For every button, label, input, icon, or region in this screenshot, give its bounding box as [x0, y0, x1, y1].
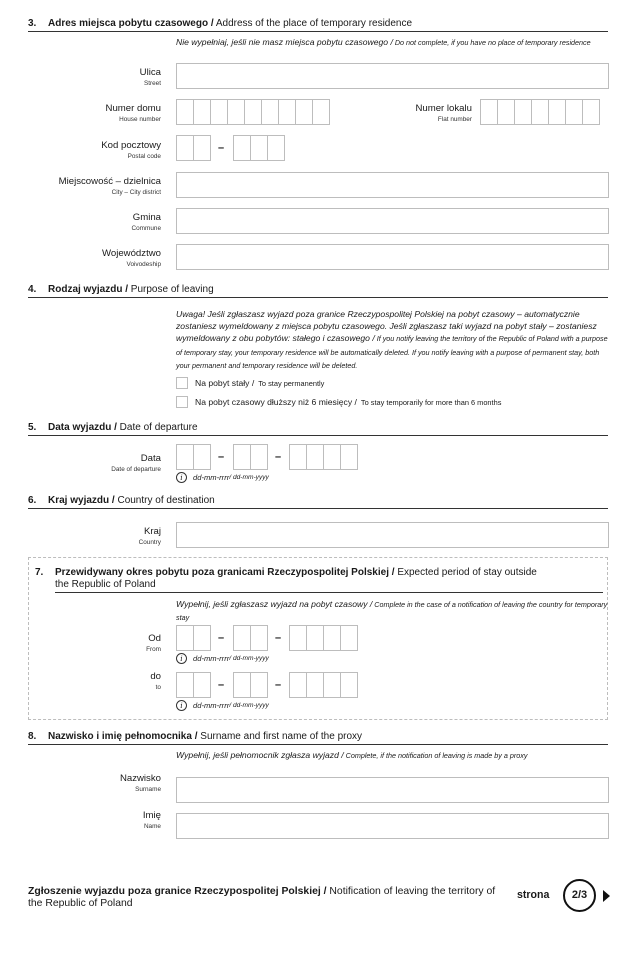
- label-pl: Ulica: [139, 67, 161, 78]
- digit-cell[interactable]: [210, 99, 228, 125]
- digit-cell[interactable]: [193, 135, 211, 161]
- digit-cell[interactable]: [233, 625, 251, 651]
- departure-month-input[interactable]: [233, 444, 268, 470]
- digit-cell[interactable]: [250, 444, 268, 470]
- section-8-heading: [28, 730, 608, 743]
- note-pl: Nie wypełniaj, jeśli nie masz miejsca pobytu czasowego /: [176, 37, 393, 47]
- from-day-input[interactable]: [176, 625, 211, 651]
- postal-code-label: [101, 140, 161, 162]
- form-footer-title: [28, 886, 498, 910]
- digit-cell[interactable]: [289, 672, 307, 698]
- label-pl: Gmina: [132, 212, 161, 223]
- dash-separator: –: [275, 451, 282, 463]
- house-number-input[interactable]: [176, 99, 330, 125]
- dash-separator: –: [218, 632, 225, 644]
- digit-cell[interactable]: [176, 99, 194, 125]
- label-en: Voivodeship: [126, 261, 161, 268]
- digit-cell[interactable]: [306, 672, 324, 698]
- hint-pl: dd-mm-rrrr: [193, 473, 230, 482]
- label-pl: Data: [140, 453, 161, 464]
- digit-cell[interactable]: [193, 444, 211, 470]
- label-pl: Numer lokalu: [415, 103, 472, 114]
- to-month-input[interactable]: [233, 672, 268, 698]
- info-icon: i: [176, 653, 187, 664]
- section-divider: [55, 592, 603, 593]
- dash-separator: –: [218, 451, 225, 463]
- label-en: Name: [143, 823, 161, 830]
- section-3-heading: [28, 17, 608, 30]
- to-date-format-hint: [176, 700, 269, 711]
- option-label-pl: Na pobyt stały /: [195, 378, 255, 388]
- note-pl: Wypełnij, jeśli pełnomocnik zgłasza wyjazd /: [176, 750, 344, 760]
- city-label: [59, 176, 161, 198]
- digit-cell[interactable]: [233, 135, 251, 161]
- dash-separator: –: [218, 679, 225, 691]
- street-label: [140, 67, 161, 89]
- section-6-heading: [28, 494, 608, 507]
- section-divider: [28, 435, 608, 436]
- option-temporary-stay[interactable]: [176, 396, 501, 408]
- label-en: From: [146, 646, 161, 653]
- label-pl: Od: [148, 633, 161, 644]
- flat-number-label: [415, 103, 472, 125]
- digit-cell[interactable]: [480, 99, 498, 125]
- digit-cell[interactable]: [193, 625, 211, 651]
- label-pl: Imię: [142, 810, 161, 821]
- label-en: to: [155, 684, 161, 691]
- postal-code-part1-input[interactable]: [176, 135, 211, 161]
- digit-cell[interactable]: [250, 672, 268, 698]
- next-page-arrow-icon[interactable]: [603, 890, 610, 902]
- footer-title-pl: Zgłoszenie wyjazdu poza granice Rzeczypospolitej Polskiej /: [28, 886, 327, 897]
- option-permanent-stay[interactable]: [176, 377, 324, 389]
- digit-cell[interactable]: [323, 672, 341, 698]
- label-pl: Kraj: [143, 526, 161, 537]
- commune-input[interactable]: [176, 208, 609, 234]
- proxy-surname-label: [120, 773, 161, 795]
- digit-cell[interactable]: [497, 99, 515, 125]
- from-year-input[interactable]: [289, 625, 358, 651]
- label-en: Flat number: [437, 116, 472, 123]
- digit-cell[interactable]: [312, 99, 330, 125]
- digit-cell[interactable]: [565, 99, 583, 125]
- digit-cell[interactable]: [278, 99, 296, 125]
- section-4-warning-note: [176, 308, 608, 372]
- page-number-badge: 2/3: [563, 879, 596, 912]
- section-5-heading: [28, 421, 608, 434]
- to-day-input[interactable]: [176, 672, 211, 698]
- label-en: Postal code: [127, 153, 161, 160]
- label-en: City – City district: [111, 189, 161, 196]
- digit-cell[interactable]: [176, 135, 194, 161]
- section-title-en: Expected period of stay outside: [394, 567, 537, 578]
- section-number: 8.: [28, 731, 37, 742]
- label-en: Commune: [131, 225, 161, 232]
- hint-pl: dd-mm-rrrr: [193, 701, 230, 710]
- option-label-en: To stay temporarily for more than 6 months: [360, 397, 502, 407]
- dash-separator: –: [218, 142, 225, 154]
- section-title-en: Address of the place of temporary residence: [213, 18, 413, 29]
- note-pl: Wypełnij, jeśli zgłaszasz wyjazd na pobyt czasowy /: [176, 599, 373, 609]
- digit-cell[interactable]: [531, 99, 549, 125]
- label-en: Street: [143, 80, 161, 87]
- note-en: Complete, if the notification of leaving is made by a proxy: [343, 751, 528, 760]
- digit-cell[interactable]: [514, 99, 532, 125]
- permanent-stay-checkbox[interactable]: [176, 377, 188, 389]
- digit-cell[interactable]: [340, 672, 358, 698]
- digit-cell[interactable]: [227, 99, 245, 125]
- section-number: 4.: [28, 284, 37, 295]
- country-input[interactable]: [176, 522, 609, 548]
- digit-cell[interactable]: [193, 672, 211, 698]
- period-to-label: [150, 671, 161, 693]
- house-number-label: [106, 103, 161, 125]
- label-pl: Numer domu: [105, 103, 161, 114]
- city-input[interactable]: [176, 172, 609, 198]
- section-title-en: Purpose of leaving: [128, 284, 214, 295]
- digit-cell[interactable]: [548, 99, 566, 125]
- section-title-en: Country of destination: [114, 495, 215, 506]
- digit-cell[interactable]: [340, 625, 358, 651]
- label-en: Country: [138, 539, 161, 546]
- flat-number-input[interactable]: [480, 99, 600, 125]
- temporary-stay-checkbox[interactable]: [176, 396, 188, 408]
- section-7-heading: [35, 567, 595, 591]
- label-en: House number: [119, 116, 161, 123]
- digit-cell[interactable]: [233, 444, 251, 470]
- note-en: Do not complete, if you have no place of temporary residence: [392, 38, 591, 47]
- digit-cell[interactable]: [295, 99, 313, 125]
- digit-cell[interactable]: [306, 444, 324, 470]
- street-input[interactable]: [176, 63, 609, 89]
- digit-cell[interactable]: [582, 99, 600, 125]
- section-title-en-line2: the Republic of Poland: [55, 579, 156, 590]
- voivodeship-input[interactable]: [176, 244, 609, 270]
- postal-code-part2-input[interactable]: [233, 135, 285, 161]
- label-pl: Województwo: [101, 248, 161, 259]
- dash-separator: –: [275, 632, 282, 644]
- section-4-heading: [28, 283, 608, 296]
- hint-en: / dd-mm-yyyy: [229, 474, 269, 481]
- digit-cell[interactable]: [193, 99, 211, 125]
- digit-cell[interactable]: [176, 672, 194, 698]
- section-3-note: [176, 36, 608, 49]
- digit-cell[interactable]: [323, 625, 341, 651]
- section-title-pl: Adres miejsca pobytu czasowego /: [48, 18, 214, 29]
- section-title-en: Date of departure: [116, 422, 198, 433]
- section-number: 6.: [28, 495, 37, 506]
- label-en: Date of departure: [111, 466, 161, 473]
- digit-cell[interactable]: [306, 625, 324, 651]
- hint-en: / dd-mm-yyyy: [229, 655, 269, 662]
- section-divider: [28, 31, 608, 32]
- label-pl: do: [150, 671, 161, 682]
- digit-cell[interactable]: [261, 99, 279, 125]
- hint-pl: dd-mm-rrrr: [193, 654, 230, 663]
- departure-day-input[interactable]: [176, 444, 211, 470]
- note-pl: Uwaga! Jeśli zgłaszasz wyjazd poza granice Rzeczypospolitej Polskiej na pobyt czasowy – automatycznie zostaniesz wymeldowany z miejsca pobytu czasowego. Jeśli zgłaszasz taki wyjazd na pobyt stały – zostaniesz wymeldowany z obu pobytów: stałego i czasowego /: [176, 309, 597, 344]
- info-icon: i: [176, 700, 187, 711]
- digit-cell[interactable]: [289, 625, 307, 651]
- to-year-input[interactable]: [289, 672, 358, 698]
- digit-cell[interactable]: [340, 444, 358, 470]
- label-pl: Nazwisko: [119, 773, 161, 784]
- label-pl: Miejscowość – dzielnica: [58, 176, 161, 187]
- option-label-en: To stay permanently: [258, 378, 325, 388]
- section-title-en: Surname and first name of the proxy: [197, 731, 363, 742]
- section-8-note: [176, 749, 608, 762]
- section-title-pl: Kraj wyjazdu /: [48, 495, 115, 506]
- hint-en: / dd-mm-yyyy: [229, 702, 269, 709]
- digit-cell[interactable]: [233, 672, 251, 698]
- proxy-surname-input[interactable]: [176, 777, 609, 803]
- section-number: 5.: [28, 422, 37, 433]
- proxy-name-input[interactable]: [176, 813, 609, 839]
- from-month-input[interactable]: [233, 625, 268, 651]
- from-date-format-hint: [176, 653, 269, 664]
- departure-year-input[interactable]: [289, 444, 358, 470]
- section-title-pl: Rodzaj wyjazdu /: [48, 284, 129, 295]
- digit-cell[interactable]: [267, 135, 285, 161]
- period-from-label: [146, 633, 161, 655]
- note-en: Complete in the case of a notification of leaving the country for temporary stay: [176, 600, 608, 622]
- section-number: 3.: [28, 18, 37, 29]
- digit-cell[interactable]: [323, 444, 341, 470]
- footer-title-en: Notification of leaving the territory of the Republic of Poland: [28, 886, 496, 909]
- digit-cell[interactable]: [176, 444, 194, 470]
- section-title-pl: Przewidywany okres pobytu poza granicami Rzeczypospolitej Polskiej /: [55, 567, 395, 578]
- section-divider: [28, 744, 608, 745]
- digit-cell[interactable]: [250, 135, 268, 161]
- country-label: [139, 526, 161, 548]
- digit-cell[interactable]: [289, 444, 307, 470]
- section-title-pl: Nazwisko i imię pełnomocnika /: [48, 731, 198, 742]
- proxy-name-label: [143, 810, 161, 832]
- digit-cell[interactable]: [250, 625, 268, 651]
- section-7-note: [176, 598, 608, 624]
- departure-date-label: [111, 453, 161, 475]
- page-label: strona: [517, 889, 550, 901]
- commune-label: [132, 212, 161, 234]
- section-title-pl: Data wyjazdu /: [48, 422, 117, 433]
- date-format-hint: [176, 472, 269, 483]
- info-icon: i: [176, 472, 187, 483]
- label-en: Surname: [135, 786, 161, 793]
- digit-cell[interactable]: [176, 625, 194, 651]
- section-number: 7.: [35, 567, 44, 578]
- section-divider: [28, 508, 608, 509]
- note-en: If you notify leaving the territory of the Republic of Poland with a purpose of temporary stay, your temporary residence will be automatically deleted. If you notify leaving with a purpose of permanent stay, both your permanent and temporary residence will be deleted.: [176, 334, 608, 370]
- digit-cell[interactable]: [244, 99, 262, 125]
- section-divider: [28, 297, 608, 298]
- dash-separator: –: [275, 679, 282, 691]
- option-label-pl: Na pobyt czasowy dłuższy niż 6 miesięcy /: [195, 397, 357, 407]
- voivodeship-label: [102, 248, 161, 270]
- label-pl: Kod pocztowy: [101, 140, 161, 151]
